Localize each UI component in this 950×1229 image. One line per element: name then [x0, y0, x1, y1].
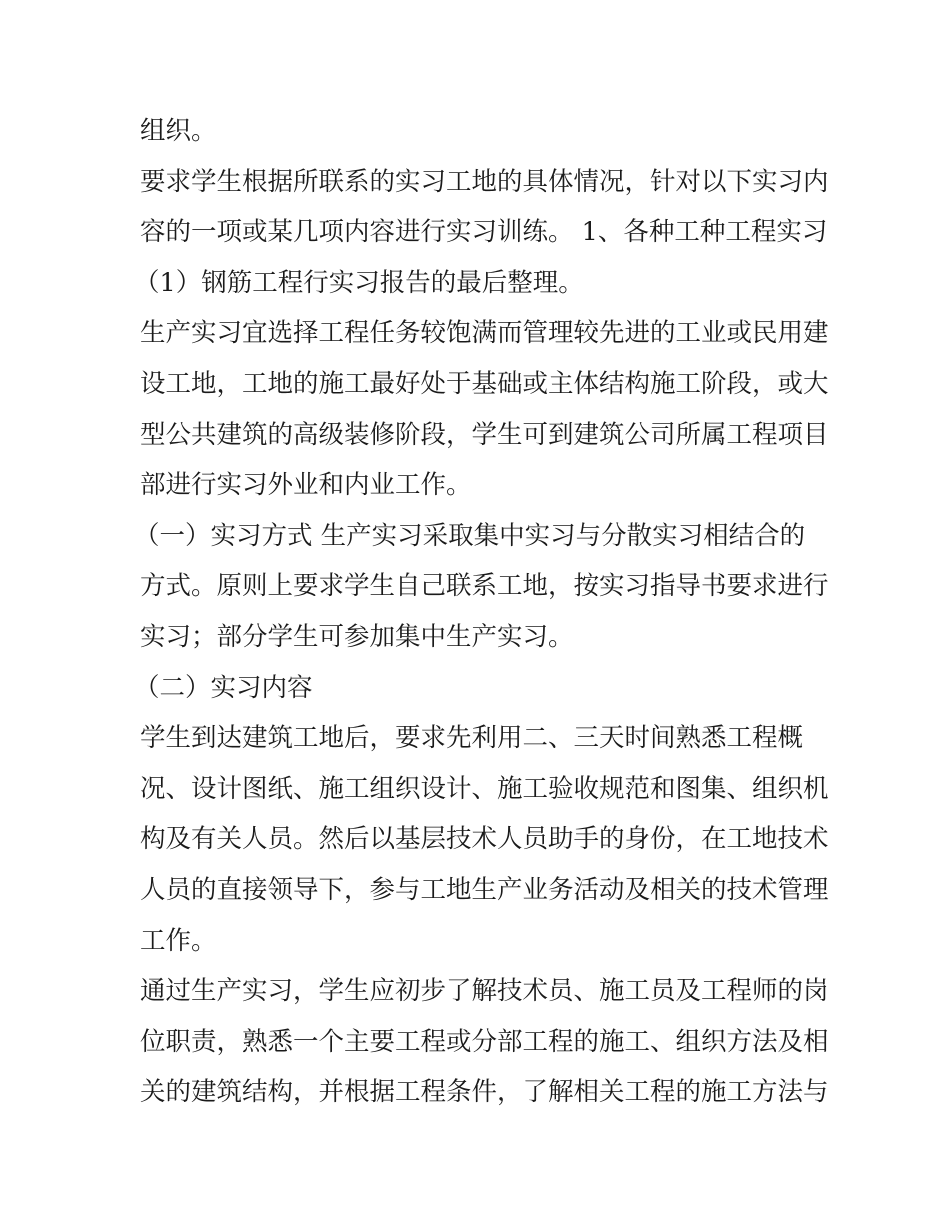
text-line: 容的一项或某几项内容进行实习训练。 1、各种工种工程实习: [140, 217, 828, 248]
text-line: 型公共建筑的高级装修阶段，学生可到建筑公司所属工程项目: [140, 419, 829, 450]
text-line: （1）钢筋工程行实习报告的最后整理。: [134, 267, 584, 298]
text-line: （一）实习方式 生产实习采取集中实习与分散实习相结合的: [134, 520, 806, 551]
document-body: [134, 106, 829, 1118]
text-line: 部进行实习外业和内业工作。: [140, 470, 472, 501]
text-line: 要求学生根据所联系的实习工地的具体情况，针对以下实习内: [140, 166, 829, 197]
text-line: 工作。: [140, 925, 217, 956]
text-line: 人员的直接领导下，参与工地生产业务活动及相关的技术管理: [140, 874, 829, 905]
text-line: 设工地，工地的施工最好处于基础或主体结构施工阶段，或大: [140, 368, 829, 399]
text-line: 实习；部分学生可参加集中生产实习。: [140, 621, 574, 652]
text-line: 组织。: [140, 116, 217, 146]
text-line: 况、设计图纸、施工组织设计、施工验收规范和图集、组织机: [140, 773, 829, 804]
text-line: 方式。原则上要求学生自己联系工地，按实习指导书要求进行: [140, 571, 829, 602]
text-line: 生产实习宜选择工程任务较饱满而管理较先进的工业或民用建: [140, 318, 829, 349]
text-line: 学生到达建筑工地后，要求先利用二、三天时间熟悉工程概: [140, 723, 804, 754]
text-line: （二）实习内容: [134, 672, 313, 703]
text-line: 构及有关人员。然后以基层技术人员助手的身份，在工地技术: [140, 824, 829, 855]
text-line: 通过生产实习，学生应初步了解技术员、施工员及工程师的岗: [140, 976, 829, 1007]
text-line: 位职责，熟悉一个主要工程或分部工程的施工、组织方法及相: [140, 1026, 829, 1057]
text-line: 关的建筑结构，并根据工程条件，了解相关工程的施工方法与: [140, 1077, 829, 1108]
